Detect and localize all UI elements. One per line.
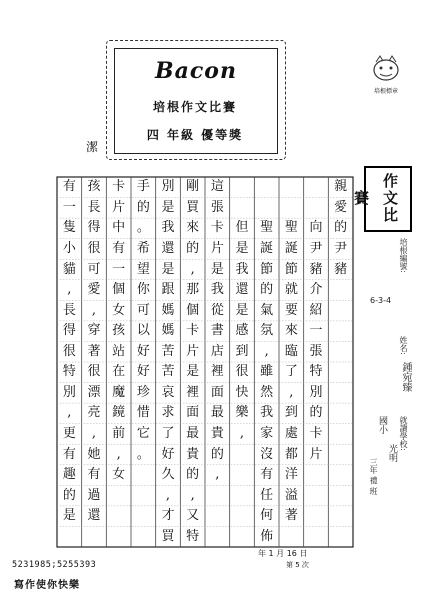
essay-char: 的 [62, 487, 76, 503]
essay-char: 氣 [260, 302, 274, 318]
essay-char: 久 [161, 467, 175, 483]
essay-char: 的 [186, 240, 200, 256]
essay-char: 鏡 [112, 405, 126, 421]
essay-char: 向 [309, 220, 323, 236]
essay-char: 聖 [284, 220, 298, 236]
essay-char: 書 [210, 323, 224, 339]
essay-char: 剛 [186, 179, 200, 195]
essay-char: 特 [309, 364, 323, 380]
essay-char: 中 [112, 220, 126, 236]
essay-char: 片 [210, 240, 224, 256]
essay-char: 片 [186, 343, 200, 359]
essay-char: 哀 [161, 384, 175, 400]
essay-char: 是 [235, 302, 249, 318]
serial-value: 6-3-4 [370, 296, 392, 305]
essay-char: 它 [136, 425, 150, 441]
essay-char: 快 [235, 384, 249, 400]
essay-char: 才 [161, 508, 175, 524]
essay-char: , [289, 384, 294, 400]
essay-char: 長 [87, 199, 101, 215]
essay-char: 希 [136, 240, 150, 256]
essay-char: 感 [235, 323, 249, 339]
contact-phone: 5231985;5255393 [12, 560, 97, 570]
essay-char: 這 [210, 179, 224, 195]
essay-char: 孩 [112, 323, 126, 339]
essay-char: 最 [186, 425, 200, 441]
essay-char: 。 [136, 446, 150, 462]
mascot-icon [368, 52, 404, 84]
essay-char: 求 [161, 405, 175, 421]
essay-char: 最 [210, 405, 224, 421]
essay-char: 苦 [161, 343, 175, 359]
essay-char: 洋 [284, 467, 298, 483]
essay-char: 女 [112, 302, 126, 318]
essay-char: 的 [260, 282, 274, 298]
essay-char: 店 [210, 343, 224, 359]
essay-char: 特 [186, 528, 200, 544]
essay-char: 手 [136, 179, 150, 195]
essay-char: 很 [235, 364, 249, 380]
essay-char: 尹 [334, 240, 348, 256]
essay-char: 得 [62, 323, 76, 339]
essay-char: 媽 [161, 302, 175, 318]
essay-char: 我 [161, 220, 175, 236]
essay-char: 我 [235, 261, 249, 277]
essay-char: 穿 [87, 323, 101, 339]
student-info [362, 238, 412, 558]
essay-char: 孩 [87, 179, 101, 195]
essay-char: , [116, 446, 121, 462]
essay-char: , [190, 261, 195, 277]
teacher-mark: 潔 [86, 140, 99, 154]
essay-char: , [264, 343, 269, 359]
essay-char: 貴 [210, 425, 224, 441]
name-value: 鍾宛臻 [400, 362, 411, 392]
essay-char: 但 [235, 220, 249, 236]
essay-char: 愛 [87, 282, 101, 298]
essay-char: 很 [62, 343, 76, 359]
essay-char: , [190, 487, 195, 503]
essay-char: 好 [136, 343, 150, 359]
essay-char: 在 [112, 364, 126, 380]
essay-char: 雖 [260, 364, 274, 380]
essay-char: 以 [136, 323, 150, 339]
essay-char: 著 [284, 508, 298, 524]
essay-char: , [67, 282, 72, 298]
essay-char: 買 [186, 199, 200, 215]
essay-char: 貓 [62, 261, 76, 277]
essay-char: 又 [186, 508, 200, 524]
essay-char: 好 [136, 364, 150, 380]
mascot-label: 培根標章 [373, 88, 398, 95]
essay-char: 可 [136, 302, 150, 318]
essay-char: 親 [334, 179, 348, 195]
essay-char: 氛 [260, 323, 274, 339]
essay-char: 豬 [334, 261, 348, 277]
essay-char: 任 [260, 487, 274, 503]
essay-char: 然 [260, 384, 274, 400]
essay-char: 面 [186, 405, 200, 421]
essay-char: 別 [161, 179, 175, 195]
essay-char: 從 [210, 302, 224, 318]
essay-char: 一 [112, 261, 126, 277]
essay-char: , [239, 425, 245, 441]
essay-char: 有 [62, 179, 76, 195]
essay-char: , [165, 487, 171, 503]
essay-char: 苦 [161, 364, 175, 380]
title-text: 作文比賽 [352, 172, 399, 224]
essay-char: 張 [309, 343, 323, 359]
essay-char: 介 [309, 282, 323, 298]
essay-char: 漂 [87, 384, 101, 400]
essay-char: 女 [112, 467, 126, 483]
essay-char: 我 [260, 405, 274, 421]
essay-char: 她 [87, 446, 101, 462]
essay-char: 要 [284, 302, 298, 318]
essay-char: 是 [186, 364, 200, 380]
essay-char: 一 [62, 199, 76, 215]
essay-char: 跟 [161, 282, 175, 298]
essay-char: , [67, 405, 72, 421]
essay-char: 豬 [309, 261, 323, 277]
serial-label: 培根編號: [399, 238, 408, 273]
essay-char: 了 [284, 364, 298, 380]
essay-char: 一 [309, 323, 323, 339]
essay-char: 買 [161, 528, 175, 544]
essay-char: , [215, 467, 220, 483]
school-label: 就讀學校: [399, 416, 408, 451]
essay-char: 長 [62, 302, 76, 318]
school-value: 光明 [387, 444, 397, 462]
essay-date: 年 1 月 16 日 [258, 549, 308, 558]
essay-char: 的 [334, 220, 348, 236]
essay-char: 家 [260, 425, 274, 441]
essay-char: 沒 [260, 446, 274, 462]
essay-char: 到 [284, 405, 298, 421]
essay-char: 很 [87, 240, 101, 256]
name-label: 姓名: [399, 336, 408, 355]
essay-char: 就 [284, 282, 298, 298]
essay-char: 聖 [260, 220, 274, 236]
essay-char: 面 [210, 384, 224, 400]
essay-order: 第 5 次 [286, 561, 309, 569]
contest-name: 培根作文比賽 [152, 100, 237, 114]
essay-char: 卡 [186, 323, 200, 339]
essay-char: 佈 [260, 528, 274, 544]
essay-char: 望 [136, 261, 150, 277]
essay-char: 到 [235, 343, 249, 359]
essay-char: 很 [87, 364, 101, 380]
essay-char: 來 [186, 220, 200, 236]
essay-char: 是 [62, 508, 76, 524]
essay-char: 小 [62, 240, 76, 256]
essay-char: 有 [112, 240, 126, 256]
essay-char: 了 [161, 425, 175, 441]
essay-char: 張 [210, 199, 224, 215]
essay-char: 尹 [309, 240, 323, 256]
essay-char: 來 [284, 323, 298, 339]
essay-char: 誕 [284, 240, 298, 256]
essay-char: 別 [62, 384, 76, 400]
essay-char: , [91, 425, 97, 441]
essay-char: 前 [112, 425, 126, 441]
essay-char: 裡 [186, 384, 200, 400]
essay-char: 的 [210, 446, 224, 462]
essay-char: 溢 [284, 487, 298, 503]
essay-char: 有 [260, 467, 274, 483]
essay-char: 那 [186, 282, 200, 298]
essay-char: 趣 [62, 467, 76, 483]
essay-char: 過 [87, 487, 101, 503]
school-type: 國小 [377, 416, 387, 434]
essay-char: 有 [62, 446, 76, 462]
essay-char: 片 [112, 199, 126, 215]
essay-char: 節 [260, 261, 274, 277]
essay-char: 的 [136, 199, 150, 215]
essay-char: , [91, 302, 97, 318]
essay-char: 片 [309, 446, 323, 462]
essay-char: 亮 [87, 405, 101, 421]
essay-char: 都 [284, 446, 298, 462]
essay-char: 有 [87, 467, 101, 483]
essay-char: 更 [62, 425, 76, 441]
award-level: 四 年級 優等獎 [146, 128, 244, 142]
essay-char: 是 [161, 199, 175, 215]
essay-char: 卡 [309, 425, 323, 441]
essay-char: 你 [136, 282, 150, 298]
essay-char: 的 [309, 405, 323, 421]
essay-char: 我 [210, 282, 224, 298]
essay-char: 著 [87, 343, 101, 359]
essay-char: 個 [112, 282, 126, 298]
brand-logo: Bacon [155, 58, 237, 84]
essay-char: 裡 [210, 364, 224, 380]
class-value: 三年 禮 班 [369, 458, 378, 496]
essay-char: 還 [161, 240, 175, 256]
essay-char: 站 [112, 343, 126, 359]
essay-char: 何 [260, 508, 274, 524]
slogan: 寫作使你快樂 [14, 580, 80, 591]
essay-char: 貴 [186, 446, 200, 462]
essay-char: 是 [235, 240, 249, 256]
essay-char: 。 [136, 220, 150, 236]
essay-char: 處 [284, 425, 298, 441]
essay-char: 卡 [210, 220, 224, 236]
essay-char: 愛 [334, 199, 348, 215]
essay-char: 誕 [260, 240, 274, 256]
essay-char: 珍 [136, 384, 150, 400]
essay-char: 樂 [235, 405, 249, 421]
essay-char: 好 [161, 446, 175, 462]
essay-char: 可 [87, 261, 101, 277]
essay-char: 別 [309, 384, 323, 400]
essay-char: 紹 [309, 302, 323, 318]
essay-char: 是 [210, 261, 224, 277]
essay-char: 還 [235, 282, 249, 298]
essay-char: 惜 [136, 405, 150, 421]
essay-char: 隻 [62, 220, 76, 236]
essay-char: 臨 [284, 343, 298, 359]
essay-char: 是 [161, 261, 175, 277]
essay-char: 節 [284, 261, 298, 277]
essay-char: 的 [186, 467, 200, 483]
essay-char: 媽 [161, 323, 175, 339]
essay-char: 得 [87, 220, 101, 236]
essay-char: 個 [186, 302, 200, 318]
essay-char: 魔 [112, 384, 126, 400]
essay-char: 卡 [112, 179, 126, 195]
essay-char: 還 [87, 508, 101, 524]
essay-char: 特 [62, 364, 76, 380]
